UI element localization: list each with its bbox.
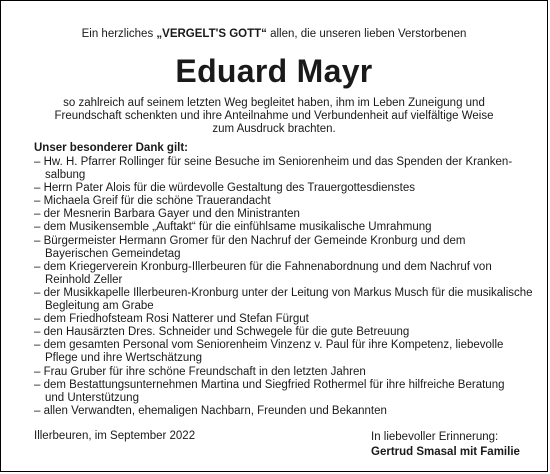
intro-after: allen, die unseren lieben Verstorbenen bbox=[266, 28, 467, 40]
signature: Gertrud Smasal mit Familie bbox=[371, 446, 520, 458]
signature-block bbox=[371, 430, 520, 460]
thanks-list-item: – Bürgermeister Hermann Gromer für den Nachruf der Gemeinde Kronburg und dem bbox=[34, 234, 466, 247]
memory-label: In liebevoller Erinnerung: bbox=[371, 431, 499, 443]
thanks-list-item: Pflege und ihre Wertschätzung bbox=[45, 352, 203, 365]
thanks-list-item: – Herrn Pater Alois für die würdevolle Gestaltung des Trauergottesdienstes bbox=[34, 182, 415, 195]
deceased-name: Eduard Mayr bbox=[175, 53, 373, 89]
thanks-list-item: und Unterstützung bbox=[45, 391, 139, 404]
thanks-list-item: Reinhold Zeller bbox=[45, 273, 123, 286]
intro-highlight: „VERGELT'S GOTT“ bbox=[156, 28, 267, 40]
thanks-line: Freundschaft schenkten und ihre Anteilnahme und Verbundenheit auf vielfältige Weise bbox=[54, 110, 494, 123]
place-date: Illerbeuren, im September 2022 bbox=[34, 430, 196, 442]
thanks-list-item: Begleitung am Grabe bbox=[45, 300, 154, 313]
thanks-paragraph bbox=[41, 97, 507, 137]
thanks-list-item: – dem gesamten Personal vom Seniorenheim Vinzenz v. Paul für ihre Kompetenz, liebevolle bbox=[34, 339, 504, 352]
intro-before: Ein herzliches bbox=[81, 28, 157, 40]
thanks-list-item: – der Mesnerin Barbara Gayer und den Ministranten bbox=[34, 208, 300, 221]
thanks-list-item: – dem Musikensemble „Auftakt“ für die einfühlsame musikalische Umrahmung bbox=[34, 221, 432, 234]
thanks-list-item: – Michaela Greif für die schöne Trauerandacht bbox=[34, 195, 271, 208]
thanks-list-item: – der Musikkapelle Illerbeuren-Kronburg unter der Leitung von Markus Musch für die musikalische bbox=[34, 286, 533, 299]
thanks-list-item: – den Hausärzten Dres. Schneider und Schwegele für die gute Betreuung bbox=[34, 326, 410, 339]
thanks-list-item: – dem Kriegerverein Kronburg-Illerbeuren für die Fahnenabordnung und dem Nachruf von bbox=[34, 260, 492, 273]
thanks-list-item: Bayerischen Gemeindetag bbox=[45, 247, 181, 260]
thanks-list-item: – Hw. H. Pfarrer Rollinger für seine Besuche im Seniorenheim und das Spenden der Kranken- bbox=[34, 156, 513, 168]
thanks-list-item: – Frau Gruber für ihre schöne Freundschaft in den letzten Jahren bbox=[34, 365, 366, 378]
dank-heading: Unser besonderer Dank gilt: bbox=[34, 142, 189, 154]
thanks-list-item: – allen Verwandten, ehemaligen Nachbarn, Freunden und Bekannten bbox=[34, 404, 387, 417]
intro-line bbox=[1, 27, 547, 41]
thanks-line: so zahlreich auf seinem letzten Weg begleitet haben, ihm im Leben Zuneigung und bbox=[63, 97, 485, 109]
thanks-list-item: salbung bbox=[45, 169, 86, 182]
thanks-list bbox=[34, 156, 533, 418]
thanks-list-item: – dem Friedhofsteam Rosi Natterer und Stefan Fürgut bbox=[34, 313, 309, 326]
thanks-list-item: – dem Bestattungsunternehmen Martina und Siegfried Rothermel für ihre hilfreiche Beratung bbox=[34, 378, 505, 391]
thanks-line: zum Ausdruck brachten. bbox=[212, 123, 336, 136]
